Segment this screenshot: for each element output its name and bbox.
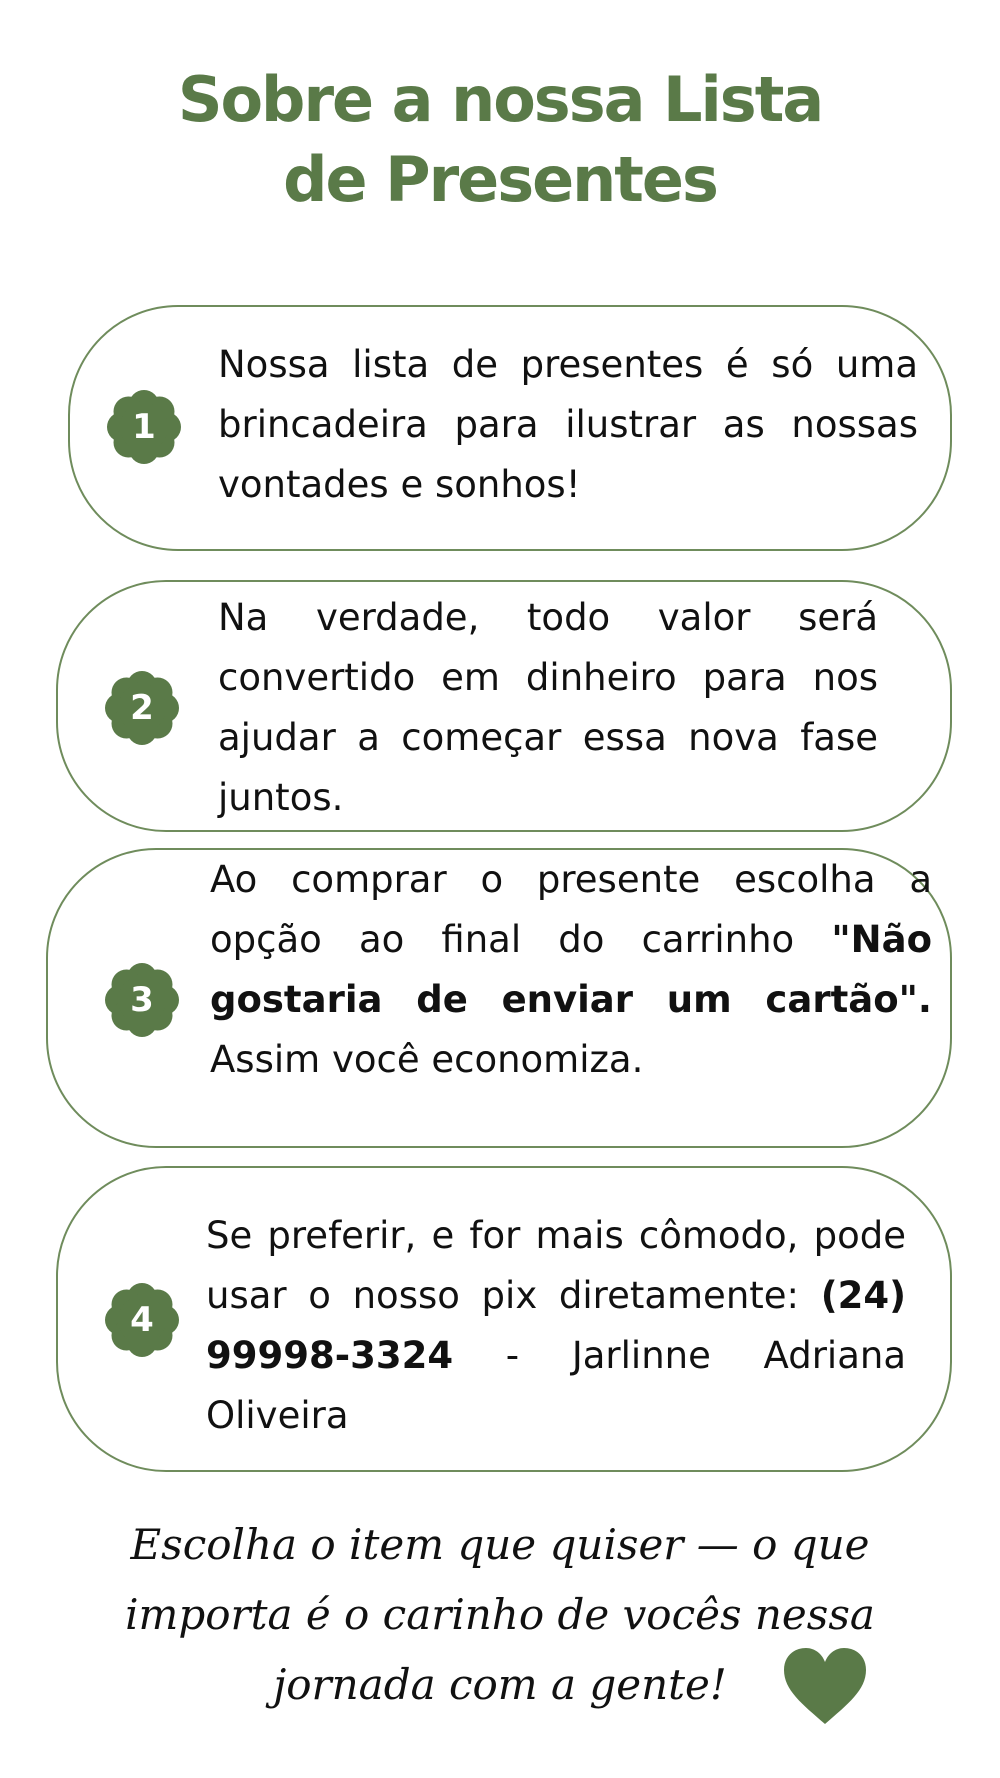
closing-message: Escolha o item que quiser — o que importa é o carinho de vocês nessa jornada com a gente! bbox=[125, 1520, 875, 1709]
info-card-text-part: Assim você economiza. bbox=[210, 1038, 644, 1081]
flower-badge-icon bbox=[104, 670, 180, 746]
badge-number: 4 bbox=[130, 1300, 154, 1340]
page-title-line-1: Sobre a nossa Lista bbox=[177, 63, 823, 136]
info-card-text bbox=[206, 1206, 906, 1446]
info-card-2 bbox=[56, 580, 952, 832]
info-card-text-part: Ao comprar o presente escolha a opção ao final do carrinho bbox=[210, 858, 932, 961]
page-title bbox=[0, 60, 1000, 220]
info-card-text-bold: (24) 99998-3324 bbox=[206, 1274, 906, 1377]
badge-number: 2 bbox=[130, 688, 154, 728]
flower-badge-icon bbox=[104, 1282, 180, 1358]
info-card-1 bbox=[68, 305, 952, 551]
info-card-text: Na verdade, todo valor será convertido em dinheiro para nos ajudar a começar essa nova fase juntos. bbox=[218, 596, 878, 819]
info-card-4 bbox=[56, 1166, 952, 1472]
info-card-text: Nossa lista de presentes é só uma brincadeira para ilustrar as nossas vontades e sonhos! bbox=[218, 343, 918, 506]
info-card-text-part: - Jarlinne Adriana Oliveira bbox=[206, 1334, 906, 1437]
badge-number: 1 bbox=[132, 407, 156, 447]
heart-icon bbox=[782, 1646, 868, 1726]
badge-number: 3 bbox=[130, 980, 154, 1020]
info-card-3 bbox=[46, 848, 952, 1148]
info-card-text bbox=[210, 850, 932, 1090]
flower-badge-icon bbox=[104, 962, 180, 1038]
info-card-text-part: Se preferir, e for mais cômodo, pode usar o nosso pix diretamente: bbox=[206, 1214, 906, 1317]
flower-badge-icon bbox=[106, 389, 182, 465]
info-card-text-bold: "Não gostaria de enviar um cartão". bbox=[210, 918, 932, 1021]
page-title-line-2: de Presentes bbox=[283, 143, 717, 216]
